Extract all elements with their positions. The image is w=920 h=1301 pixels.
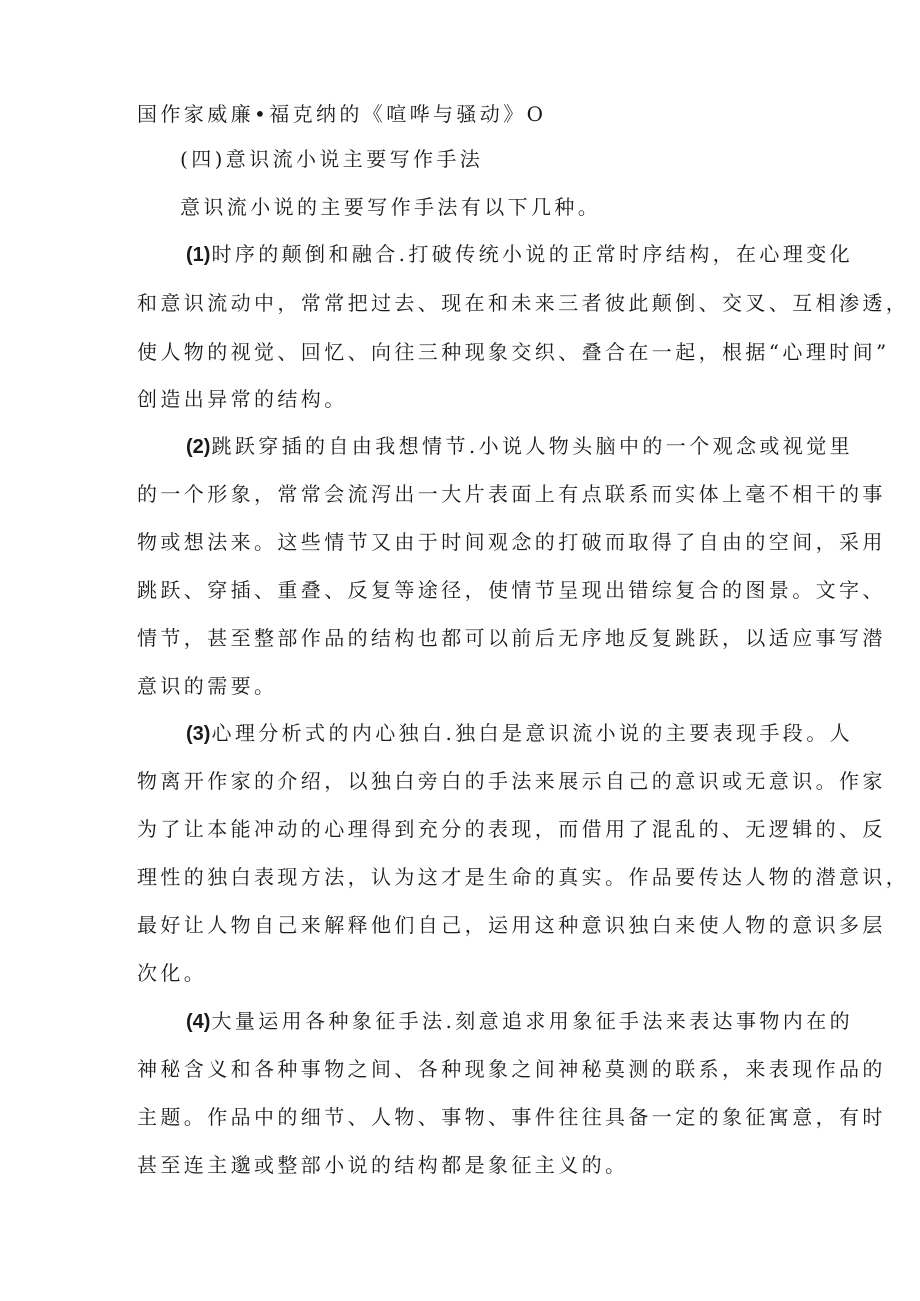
item-2-line-2: 的一个形象，常常会流泻出一大片表面上有点联系而实体上毫不相干的事 — [137, 482, 886, 506]
item-3-line-4: 理性的独白表现方法，认为这才是生命的真实。作品要传达人物的潜意识， — [137, 865, 910, 889]
item-4-line-3: 主题。作品中的细节、人物、事物、事件往往具备一定的象征寓意，有时 — [137, 1105, 886, 1129]
section-heading: (四)意识流小说主要写作手法 — [180, 147, 484, 171]
item-4-first-line — [178, 1007, 854, 1036]
item-1-line-2: 和意识流动中，常常把过去、现在和未来三者彼此颠倒、交叉、互相渗透， — [137, 291, 910, 315]
item-2-number: (2) — [186, 436, 211, 458]
item-2-line-6: 意识的需要。 — [137, 674, 278, 698]
item-2-line-1: 跳跃穿插的自由我想情节.小说人物头脑中的一个观念或视觉里 — [211, 434, 854, 458]
item-1-number: (1) — [186, 244, 211, 266]
item-3-line-5: 最好让人物自己来解释他们自己，运用这种意识独白来使人物的意识多层 — [137, 913, 886, 937]
item-4-number: (4) — [186, 1011, 211, 1033]
item-3-number: (3) — [186, 723, 211, 745]
item-1-first-line — [178, 240, 854, 269]
item-2-line-5: 情节，甚至整部作品的结构也都可以前后无序地反复跳跃，以适应事写潜 — [137, 626, 886, 650]
item-4-line-4: 甚至连主邈或整部小说的结构都是象征主义的。 — [137, 1153, 629, 1177]
item-3-first-line — [178, 719, 854, 748]
item-2-line-3: 物或想法来。这些情节又由于时间观念的打破而取得了自由的空间，采用 — [137, 530, 886, 554]
item-3-line-6: 次化。 — [137, 961, 208, 985]
item-2-line-4: 跳跃、穿插、重叠、反复等途径，使情节呈现出错综复合的图景。文字、 — [137, 578, 886, 602]
item-4-line-2: 神秘含义和各种事物之间、各种现象之间神秘莫测的联系，来表现作品的 — [137, 1057, 886, 1081]
item-1-line-1: 时序的颠倒和融合.打破传统小说的正常时序结构，在心理变化 — [211, 242, 854, 266]
intro-tail-line: 国作家威廉•福克纳的《喧哗与骚动》O — [137, 102, 547, 126]
item-1-line-3: 使人物的视觉、回忆、向往三种现象交织、叠合在一起，根据“心理时间” — [137, 340, 890, 364]
item-3-line-2: 物离开作家的介绍，以独白旁白的手法来展示自己的意识或无意识。作家 — [137, 769, 886, 793]
item-4-line-1: 大量运用各种象征手法.刻意追求用象征手法来表达事物内在的 — [211, 1009, 854, 1033]
item-2-first-line — [178, 432, 854, 461]
item-3-line-1: 心理分析式的内心独白.独白是意识流小说的主要表现手段。人 — [211, 721, 854, 745]
item-1-line-4: 创造出异常的结构。 — [137, 387, 348, 411]
item-3-line-3: 为了让本能冲动的心理得到充分的表现，而借用了混乱的、无逻辑的、反 — [137, 817, 886, 841]
lead-paragraph: 意识流小说的主要写作手法有以下几种。 — [180, 195, 602, 219]
